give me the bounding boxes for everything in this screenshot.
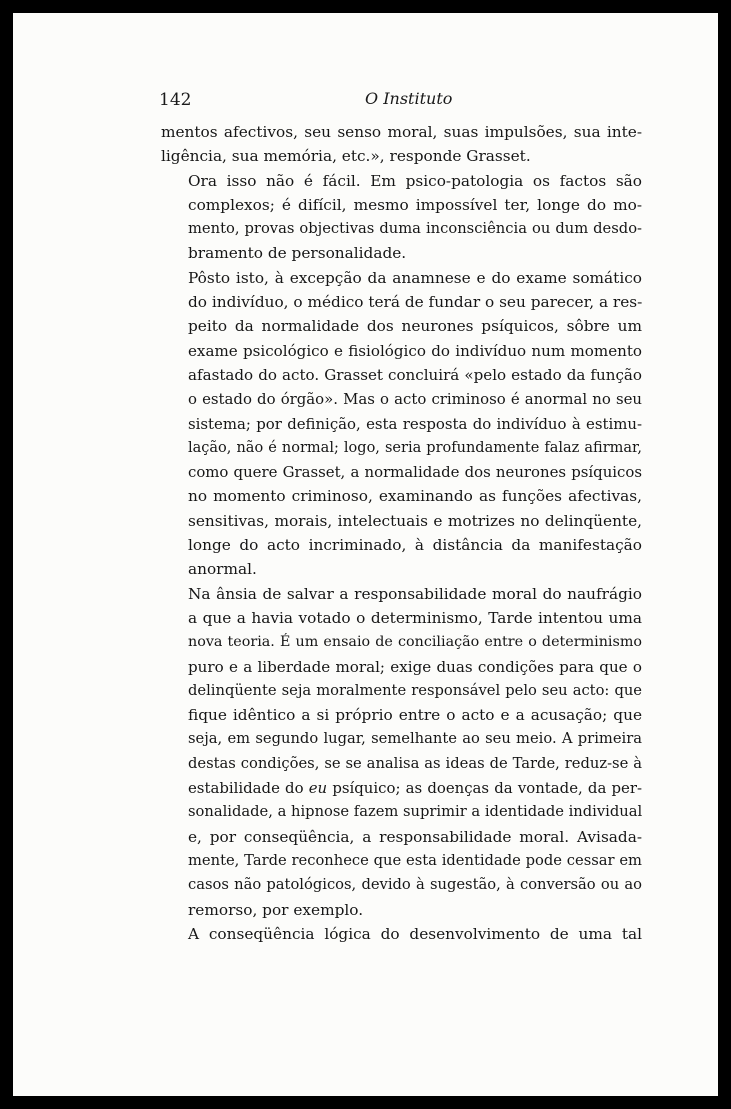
paragraph bbox=[161, 922, 642, 946]
text-line: ligência, sua memória, etc.», responde Grasset. bbox=[161, 147, 531, 166]
running-title: O Instituto bbox=[365, 89, 453, 108]
page-number: 142 bbox=[159, 90, 192, 110]
text-line: peito da normalidade dos neurones psíquicos, sôbre um bbox=[188, 317, 642, 336]
text-line: delinqüente seja moralmente responsável pelo seu acto: que bbox=[188, 681, 642, 699]
text-line: mento, provas objectivas duma inconsciência ou dum desdo- bbox=[188, 220, 642, 238]
text-line: sistema; por definição, esta resposta do indivíduo à estimu- bbox=[188, 414, 642, 433]
text-line: o estado do órgão». Mas o acto criminoso é anormal no seu bbox=[188, 390, 642, 409]
text-line: A conseqüência lógica do desenvolvimento de uma tal bbox=[188, 924, 642, 943]
text-line: complexos; é difícil, mesmo impossível ter, longe do mo- bbox=[188, 195, 642, 214]
paragraph bbox=[161, 120, 642, 169]
page-header bbox=[159, 90, 643, 114]
book-page bbox=[13, 13, 718, 1096]
text-line: seja, em segundo lugar, semelhante ao seu meio. A primeira bbox=[188, 730, 642, 748]
paragraph bbox=[161, 582, 642, 922]
text-line: mente, Tarde reconhece que esta identidade pode cessar em bbox=[188, 851, 642, 869]
text-line: fique idêntico a si próprio entre o acto e a acusação; que bbox=[188, 706, 642, 725]
text-line: estabilidade do eu psíquico; as doenças da vontade, da per- bbox=[188, 779, 642, 798]
text-line: e, por conseqüência, a responsabilidade moral. Avisada- bbox=[188, 827, 642, 846]
text-line: nova teoria. É um ensaio de conciliação entre o determinismo bbox=[188, 634, 642, 651]
text-line: puro e a liberdade moral; exige duas condições para que o bbox=[188, 657, 642, 676]
text-line: exame psicológico e fisiológico do indivíduo num momento bbox=[188, 341, 642, 360]
text-line: bramento de personalidade. bbox=[188, 244, 407, 263]
text-line: afastado do acto. Grasset concluirá «pelo estado da função bbox=[188, 365, 642, 384]
text-line: a que a havia votado o determinismo, Tarde intentou uma bbox=[188, 608, 642, 627]
text-line: como quere Grasset, a normalidade dos neurones psíquicos bbox=[188, 463, 642, 482]
paragraph bbox=[161, 169, 642, 266]
text-line: anormal. bbox=[188, 560, 257, 579]
paragraph bbox=[161, 266, 642, 582]
text-line: destas condições, se se analisa as ideas de Tarde, reduz-se à bbox=[188, 754, 642, 772]
text-line: casos não patológicos, devido à sugestão, à conversão ou ao bbox=[188, 876, 642, 894]
text-line: remorso, por exemplo. bbox=[188, 900, 364, 919]
text-line: sensitivas, morais, intelectuais e motrizes no delinqüente, bbox=[188, 511, 642, 530]
text-line: Ora isso não é fácil. Em psico-patologia os factos são bbox=[188, 171, 642, 190]
text-line: lação, não é normal; logo, seria profundamente falaz afirmar, bbox=[188, 439, 642, 456]
text-line: Pôsto isto, à excepção da anamnese e do exame somático bbox=[188, 268, 642, 287]
body-text bbox=[161, 120, 642, 946]
text-line: mentos afectivos, seu senso moral, suas impulsões, sua inte- bbox=[161, 123, 642, 141]
text-line: no momento criminoso, examinando as funções afectivas, bbox=[188, 487, 642, 506]
text-line: longe do acto incriminado, à distância da manifestação bbox=[188, 536, 642, 555]
text-line: Na ânsia de salvar a responsabilidade moral do naufrágio bbox=[188, 584, 642, 603]
text-line: do indivíduo, o médico terá de fundar o seu parecer, a res- bbox=[188, 293, 643, 312]
text-line: sonalidade, a hipnose fazem suprimir a identidade individual bbox=[188, 803, 643, 821]
